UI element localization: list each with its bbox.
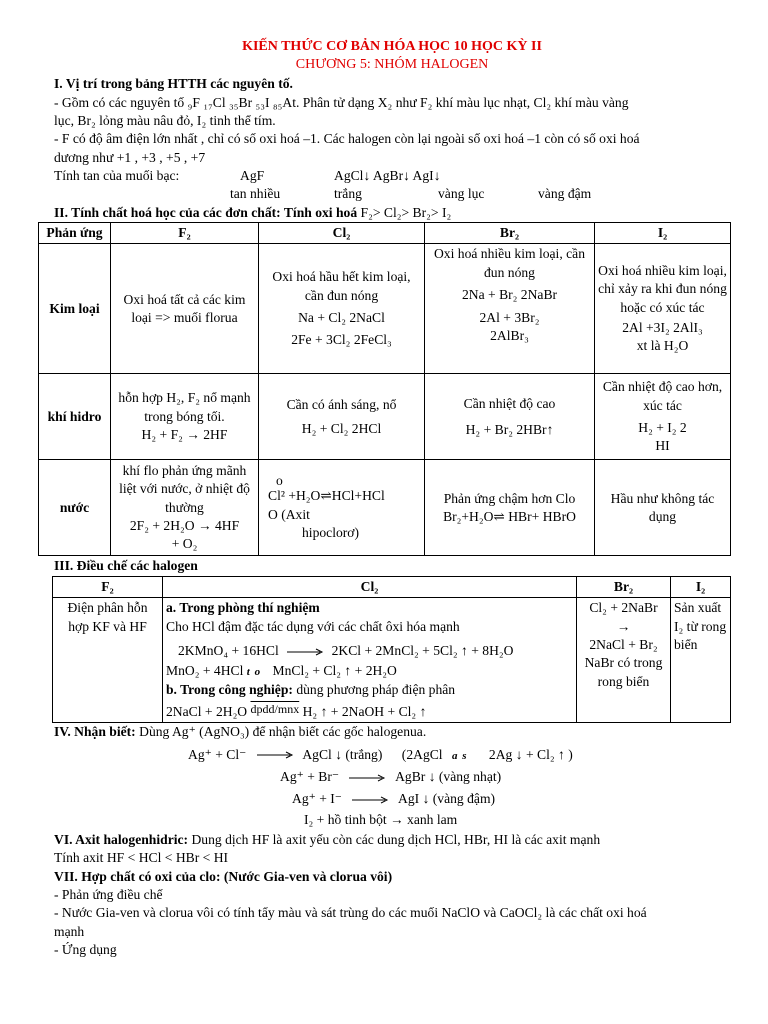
br2-prep-eq-2: 2NaCl + Br₂ xyxy=(589,636,658,652)
reaction-arrow-icon xyxy=(348,773,386,783)
identify-eq-2 xyxy=(54,768,730,786)
table-row-water xyxy=(39,460,731,556)
cell-f2-hydrogen xyxy=(111,374,259,460)
header-br2: Br₂ xyxy=(425,223,595,244)
i2-hydrogen-eq-2: HI xyxy=(655,438,670,454)
cell-cl2-water xyxy=(259,460,425,556)
mno2-left: MnO₂ + 4HCl xyxy=(166,663,244,679)
f2-hydrogen-text: hỗn hợp H₂, F₂ nổ mạnh trong bóng tối. xyxy=(118,390,251,424)
f2-water-eq-2: + O₂ xyxy=(171,536,198,552)
section-1-line-2: lục, Br₂ lỏng màu nâu đỏ, I₂ tinh thể tím. xyxy=(54,113,276,129)
section-7-heading: VII. Hợp chất có oxi của clo: (Nước Gia-ven và clorua vôi) xyxy=(54,868,393,884)
header-cl2: Cl₂ xyxy=(259,223,425,244)
br2-hydrogen-text: Cần nhiệt độ cao xyxy=(463,395,556,411)
br2-water-eq: Br₂+H₂O⇌ HBr+ HBrO xyxy=(443,508,576,524)
f2-water-text: khí flo phản ứng mãnh liệt với nước, ở nhiệt độ thường xyxy=(119,463,250,515)
cl2-water-eq-2: O (Axit xyxy=(268,506,310,522)
section-6-line xyxy=(54,831,730,849)
header-f2: F₂ xyxy=(111,223,259,244)
eq1-right: AgCl ↓ (trắng) xyxy=(302,746,383,762)
br2-metal-eq-2: 2Al + 3Br₂ xyxy=(479,309,540,325)
reaction-arrow-icon xyxy=(286,647,324,657)
cl2-hydrogen-text: Cần có ánh sáng, nổ xyxy=(286,396,397,412)
section-6-text: Dung dịch HF là axit yếu còn các dung dịch HCl, HBr, HI là các axit mạnh xyxy=(191,831,601,847)
section-2-heading: II. Tính chất hoá học của các đơn chất: Tính oxi hoá xyxy=(54,204,358,220)
br2-metal-text: Oxi hoá nhiều kim loại, cần đun nóng xyxy=(433,246,585,280)
table-row-metal xyxy=(39,244,731,374)
light-condition: a s xyxy=(451,749,468,762)
cl2-eq-electrolysis xyxy=(166,701,573,721)
cl2-hydrogen-eq: H₂ + Cl₂ 2HCl xyxy=(301,420,382,436)
header-i2: I₂ xyxy=(595,223,731,244)
agi-desc: vàng đậm xyxy=(538,186,592,202)
properties-table xyxy=(38,222,731,556)
eq3-right: AgI ↓ (vàng đậm) xyxy=(398,791,496,807)
cl2-eq-mno2 xyxy=(166,662,573,680)
section-1-line-1: - Gồm có các nguyên tố ₉F ₁₇Cl ₃₅Br ₅₃I ₈₅At. Phân tử dạng X₂ như F₂ khí màu lục nhạt, Cl₂ khí màu vàng xyxy=(54,94,629,110)
gas-up-arrow-icon: ↑ xyxy=(320,703,328,719)
mno2-end: + 2H₂O xyxy=(354,663,397,679)
electrolysis-condition: dpdd/mnx xyxy=(250,701,300,716)
prep-cell-br2 xyxy=(577,598,671,723)
cl2-metal-eq-1: Na + Cl₂ 2NaCl xyxy=(298,309,385,325)
cell-cl2-metal xyxy=(259,244,425,374)
prep-cell-f2: Điện phân hỗn hợp KF và HF xyxy=(53,598,163,723)
agf-desc: tan nhiều xyxy=(230,186,281,202)
document-title: KIẾN THỨC CƠ BẢN HÓA HỌC 10 HỌC KỲ II xyxy=(242,39,542,54)
br2-prep-eq-1: Cl₂ + 2NaBr xyxy=(589,600,658,616)
br2-prep-text: NaBr có trong rong biển xyxy=(584,655,663,689)
eq1-left: Ag⁺ + Cl⁻ xyxy=(188,746,247,762)
br2-metal-eq-3: 2AlBr₃ xyxy=(490,327,529,343)
prep-header-f2: F₂ xyxy=(53,576,163,597)
cl2-eq-kmno4 xyxy=(166,642,573,660)
section-1-line-3: - F có độ âm điện lớn nhất , chỉ có số oxi hoá –1. Các halogen còn lại ngoài số oxi hoá –1 còn có số oxi hoá xyxy=(54,131,640,147)
f2-water-eq-1: 2F₂ + 2H₂O → 4HF xyxy=(129,518,240,534)
section-4-text: Dùng Ag⁺ (AgNO₃) để nhận biết các gốc halogenua. xyxy=(139,724,427,740)
cell-br2-metal xyxy=(425,244,595,374)
eq1-extra2: 2Ag xyxy=(488,746,513,762)
prep-cell-cl2 xyxy=(163,598,577,723)
section-4-heading: IV. Nhận biết: xyxy=(54,724,136,740)
identify-eq-4: I₂ + hồ tinh bột → xanh lam xyxy=(304,811,458,827)
section-3-heading: III. Điều chế các halogen xyxy=(54,558,198,574)
cell-f2-metal: Oxi hoá tất cả các kim loại => muối florua xyxy=(111,244,259,374)
kmno4-right: 2KCl + 2MnCl₂ + 5Cl₂ xyxy=(331,642,458,658)
cell-f2-water xyxy=(111,460,259,556)
section-4-line xyxy=(54,723,730,741)
cell-cl2-hydrogen xyxy=(259,374,425,460)
gas-up-arrow-icon: ↑ xyxy=(461,642,468,658)
silver-salt-label: Tính tan của muối bạc: xyxy=(54,168,180,184)
cl2-water-o: o xyxy=(276,472,283,488)
cl2-metal-eq-2: 2Fe + 3Cl₂ 2FeCl₃ xyxy=(291,332,392,348)
agf-formula: AgF xyxy=(240,168,265,184)
section-1-line-4: dương như +1 , +3 , +5 , +7 xyxy=(54,149,206,165)
heat-condition: t o xyxy=(246,666,262,679)
cl2-lab-text: Cho HCl đậm đặc tác dụng với các chất ôxi hóa mạnh xyxy=(166,618,460,634)
reaction-arrow-icon xyxy=(351,795,389,805)
preparation-table xyxy=(52,576,731,723)
mno2-right: MnCl₂ + Cl₂ xyxy=(272,663,342,679)
eq2-right: AgBr ↓ (vàng nhạt) xyxy=(395,768,502,784)
br2-metal-eq-1: 2Na + Br₂ 2NaBr xyxy=(461,287,558,303)
section-2-heading-line xyxy=(54,204,730,222)
br2-prep-arrow: → xyxy=(616,618,631,634)
section-7-line-2: - Nước Gia-ven và clorua vôi có tính tẩy màu và sát trùng do các muối NaClO và CaOCl₂ là các chất oxi hoá xyxy=(54,905,647,921)
eq1-extra: (2AgCl xyxy=(401,746,443,762)
prep-cell-i2: Sản xuất I₂ từ rong biển xyxy=(671,598,731,723)
section-6-line-2: Tính axit HF < HCl < HBr < HI xyxy=(54,850,229,866)
electrolysis-right: H₂ xyxy=(302,703,318,719)
properties-header-row xyxy=(39,223,731,244)
section-1-heading: I. Vị trí trong bảng HTTH các nguyên tố. xyxy=(54,76,293,92)
prep-header-br2: Br₂ xyxy=(577,576,671,597)
header-reaction: Phản ứng xyxy=(39,223,111,244)
cl2-water-eq: Cl² +H₂O⇌HCl+HCl xyxy=(268,488,385,504)
electrolysis-left: 2NaCl + 2H₂O xyxy=(166,703,248,719)
preparation-header-row xyxy=(53,576,731,597)
row-label-hydrogen: khí hidro xyxy=(39,374,111,460)
i2-hydrogen-text: Cần nhiệt độ cao hơn, xúc tác xyxy=(602,379,723,413)
f2-hydrogen-eq: H₂ + F₂ → 2HF xyxy=(141,427,228,443)
cell-i2-metal xyxy=(595,244,731,374)
chapter-title: CHƯƠNG 5: NHÓM HALOGEN xyxy=(295,57,489,73)
cl2-industry-line xyxy=(166,681,573,699)
prep-header-i2: I₂ xyxy=(671,576,731,597)
agcl-desc: trắng xyxy=(334,186,362,202)
eq2-left: Ag⁺ + Br⁻ xyxy=(280,768,340,784)
precipitate-arrow-icon: ↓ xyxy=(515,746,523,762)
gas-up-arrow-icon: ↑ xyxy=(344,663,352,679)
table-row-hydrogen xyxy=(39,374,731,460)
br2-hydrogen-eq: H₂ + Br₂ 2HBr↑ xyxy=(465,421,554,437)
eq3-left: Ag⁺ + I⁻ xyxy=(292,791,342,807)
row-label-water: nước xyxy=(39,460,111,556)
section-7-line-1: - Phản ứng điều chế xyxy=(54,886,163,902)
br2-water-text: Phản ứng chậm hơn Clo xyxy=(443,490,576,506)
cl2-metal-text: Oxi hoá hầu hết kim loại, cần đun nóng xyxy=(272,269,411,303)
silver-halides-formula: AgCl↓ AgBr↓ AgI↓ xyxy=(334,168,441,184)
reaction-arrow-icon xyxy=(256,750,294,760)
silver-salt-desc-row xyxy=(54,185,730,203)
gas-up-arrow-icon: ↑ xyxy=(419,703,427,719)
section-6-heading: VI. Axit halogenhidric: xyxy=(54,831,189,847)
i2-metal-eq-2: xt là H₂O xyxy=(636,338,689,354)
section-7-line-4: - Ứng dụng xyxy=(54,942,117,957)
i2-metal-eq-1: 2Al +3I₂ 2AlI₃ xyxy=(622,320,703,336)
i2-metal-text: Oxi hoá nhiều kim loại, chỉ xảy ra khi đun nóng hoặc có xúc tác xyxy=(598,263,727,315)
section-7-line-3: mạnh xyxy=(54,923,85,939)
cl2-water-eq-3: hipoclorơ) xyxy=(302,524,360,540)
silver-salt-row xyxy=(54,167,730,185)
cl2-lab-heading: a. Trong phòng thí nghiệm xyxy=(166,600,320,616)
prep-header-cl2: Cl₂ xyxy=(163,576,577,597)
cl2-industry-text: dùng phương pháp điện phân xyxy=(296,681,456,697)
preparation-row xyxy=(53,598,731,723)
eq1-close: ) xyxy=(568,746,573,762)
row-label-metal: Kim loại xyxy=(39,244,111,374)
eq1-extra3: + Cl₂ xyxy=(525,746,555,762)
electrolysis-end: + 2NaOH + Cl₂ xyxy=(330,703,417,719)
cell-i2-water: Hầu như không tác dụng xyxy=(595,460,731,556)
i2-hydrogen-eq-1: H₂ + I₂ 2 xyxy=(638,419,687,435)
kmno4-end: + 8H₂O xyxy=(471,642,514,658)
kmno4-left: 2KMnO₄ + 16HCl xyxy=(178,642,279,658)
identify-eq-3 xyxy=(54,790,730,808)
cell-br2-hydrogen xyxy=(425,374,595,460)
agbr-desc: vàng lục xyxy=(438,186,485,202)
identify-eq-1 xyxy=(54,746,730,764)
cell-br2-water xyxy=(425,460,595,556)
cl2-industry-heading: b. Trong công nghiệp: xyxy=(166,681,293,697)
cell-i2-hydrogen xyxy=(595,374,731,460)
gas-up-arrow-icon: ↑ xyxy=(558,746,565,762)
oxidation-order: F₂> Cl₂> Br₂> I₂ xyxy=(360,204,452,220)
